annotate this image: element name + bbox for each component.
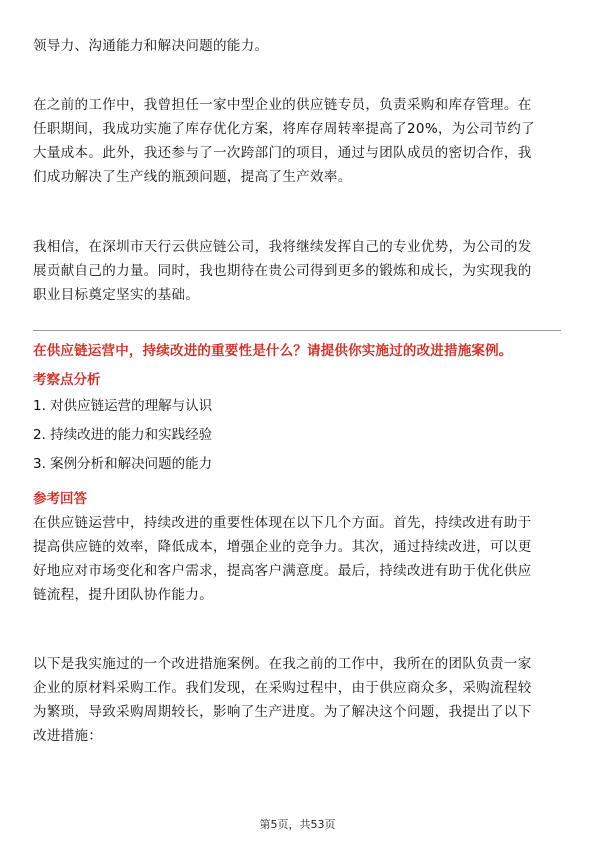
analysis-item: 3. 案例分析和解决问题的能力 bbox=[33, 456, 213, 472]
analysis-heading: 考察点分析 bbox=[33, 372, 101, 388]
case-paragraph: 以下是我实施过的一个改进措施案例。在我之前的工作中，我所在的团队负责一家 企业的原材料采购工作。我们发现，在采购过程中，由于供应商众多，采购流程较 为繁琐，导致采购周期较长，影响了生产进度。为了解决这个问题，我提出了以下 改进措施： bbox=[33, 656, 532, 744]
interview-question: 在供应链运营中，持续改进的重要性是什么？请提供你实施过的改进措施案例。 bbox=[33, 343, 513, 359]
section-divider bbox=[33, 330, 561, 331]
analysis-item: 2. 持续改进的能力和实践经验 bbox=[33, 427, 213, 443]
motivation-paragraph: 我相信，在深圳市天行云供应链公司，我将继续发挥自己的专业优势，为公司的发 展贡献自己的力量。同时，我也期待在贵公司得到更多的锻炼和成长，为实现我的 职业目标奠定坚实的基础。 bbox=[33, 239, 532, 303]
page-number: 第5页，共53页 bbox=[259, 818, 336, 831]
analysis-list bbox=[33, 392, 563, 479]
experience-paragraph: 在之前的工作中，我曾担任一家中型企业的供应链专员，负责采购和库存管理。在 任职期间，我成功实施了库存优化方案，将库存周转率提高了20%，为公司节约了 大量成本。此外，我还参与了一次跨部门的项目，通过与团队成员的密切合作，我 们成功解决了生产线的瓶颈问题，提高了生产效率。 bbox=[33, 97, 535, 185]
analysis-item: 1. 对供应链运营的理解与认识 bbox=[33, 398, 213, 414]
answer-heading: 参考回答 bbox=[33, 491, 87, 507]
answer-paragraph: 在供应链运营中，持续改进的重要性体现在以下几个方面。首先，持续改进有助于 提高供应链的效率，降低成本，增强企业的竞争力。其次，通过持续改进，可以更 好地应对市场变化和客户需求，提高客户满意度。最后，持续改进有助于优化供应 链流程，提升团队协作能力。 bbox=[33, 515, 532, 603]
intro-fragment-paragraph: 领导力、沟通能力和解决问题的能力。 bbox=[33, 38, 269, 54]
